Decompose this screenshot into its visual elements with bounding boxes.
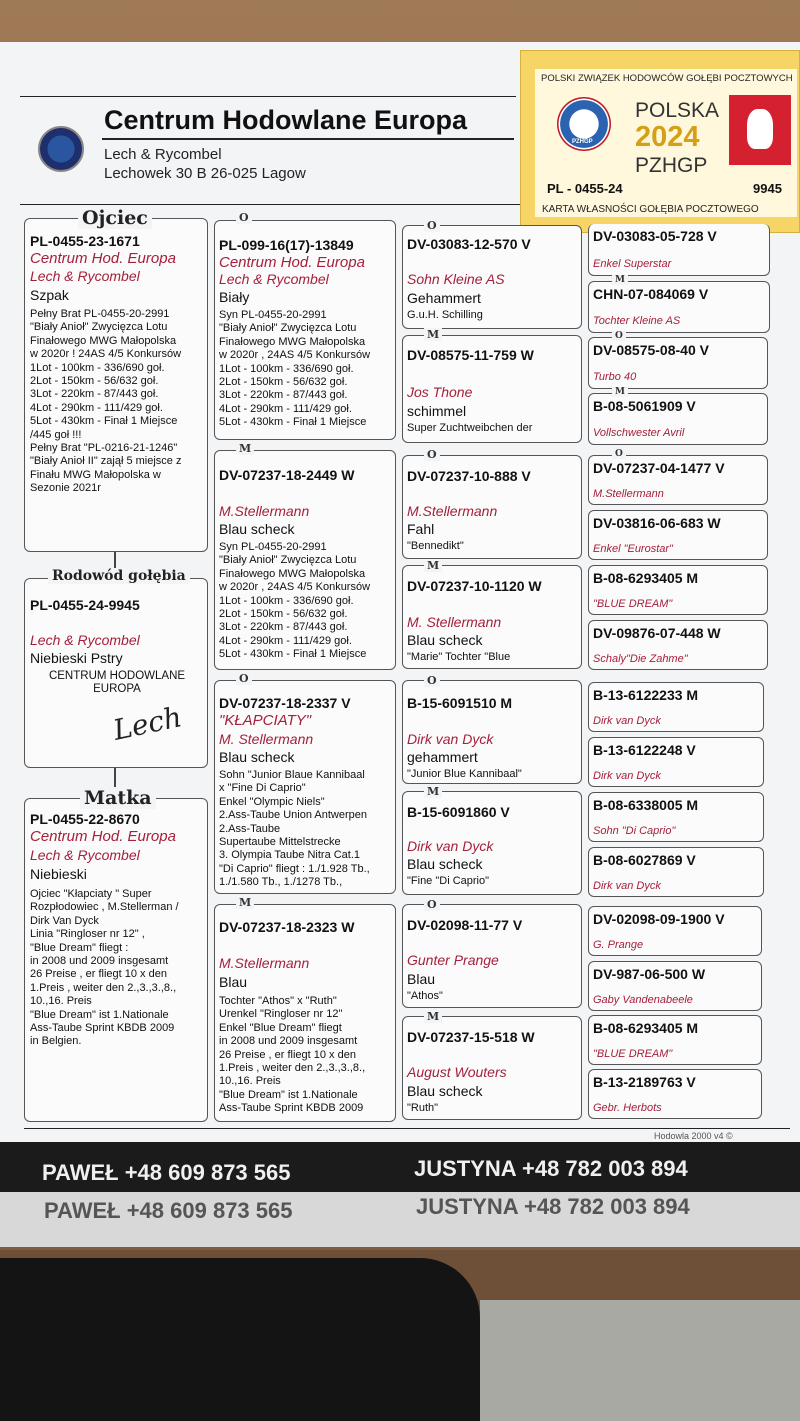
g2-box-2 — [214, 450, 396, 670]
g2-2-ring: DV-07237-18-2449 W — [219, 467, 355, 483]
g4-2-note: Tochter Kleine AS — [593, 315, 681, 327]
g4-box-2 — [588, 281, 770, 333]
g3-6-color: Blau scheck — [407, 856, 483, 872]
g4-2-ring: CHN-07-084069 V — [593, 286, 709, 302]
card-number: 9945 — [753, 181, 782, 196]
owner-address: Lechowek 30 B 26-025 Lagow — [104, 165, 306, 182]
signature: Lech — [110, 700, 185, 747]
g4-box-6 — [588, 510, 768, 560]
g3-box-8 — [402, 1016, 582, 1120]
g3-6-ring: B-15-6091860 V — [407, 804, 510, 820]
g3-6-note: "Fine "Di Caprio" — [407, 875, 490, 887]
g3-3-note: "Bennedikt" — [407, 540, 464, 552]
header-top-rule — [20, 96, 516, 97]
contact-pawel-reflection: PAWEŁ +48 609 873 565 — [44, 1198, 293, 1223]
g3-1-color: Gehammert — [407, 290, 481, 306]
g4-box-10 — [588, 737, 764, 787]
g4-box-5 — [588, 455, 768, 505]
mother-ring: PL-0455-22-8670 — [30, 811, 140, 827]
g2-box-3 — [214, 680, 396, 894]
g2-box-4 — [214, 904, 396, 1122]
g3-4-owner: M. Stellermann — [407, 614, 502, 630]
g3-1-ring: DV-03083-12-570 V — [407, 236, 531, 252]
card-org: POLSKI ZWIĄZEK HODOWCÓW GOŁĘBI POCZTOWYCH — [541, 73, 793, 84]
subject-box — [24, 578, 208, 768]
g3-7-sex-label: O — [424, 898, 440, 911]
g2-3-notes: Sohn "Junior Blaue Kannibaal x "Fine Di Caprio" Enkel "Olympic Niels" 2.Ass-Taube Union Antwerpen 2.Ass-Taube Supertaube Mittelstrecke 3. Olympia Taube Nitra Cat.1 "Di Caprio" fliegt : 1./1.928 Tb., 1./1.580 Tb., 1./1278 Tb., — [219, 769, 370, 889]
contact-pawel: PAWEŁ +48 609 873 565 — [42, 1160, 291, 1185]
father-owner: Lech & Rycombel — [30, 268, 140, 284]
g3-3-owner: M.Stellermann — [407, 503, 498, 519]
mother-label: Matka — [80, 787, 156, 809]
g4-13-note: G. Prange — [593, 939, 644, 951]
g4-4-ring: B-08-5061909 V — [593, 398, 696, 414]
software-credit: Hodowla 2000 v4 © — [654, 1131, 733, 1141]
contact-footer — [0, 1142, 800, 1247]
g2-3-name: "KŁAPCIATY" — [219, 712, 312, 729]
g4-7-note: "BLUE DREAM" — [593, 598, 673, 610]
card-year: 2024 — [635, 121, 700, 153]
g3-1-sex-label: O — [424, 219, 440, 232]
dark-cloth — [0, 1258, 480, 1421]
g3-box-2 — [402, 335, 582, 443]
g4-9-ring: B-13-6122233 M — [593, 687, 699, 703]
g4-11-note: Sohn "Di Caprio" — [593, 825, 676, 837]
g4-4-sex-label: M — [612, 387, 628, 397]
emblem-text: PZHGP — [572, 139, 593, 145]
g4-5-ring: DV-07237-04-1477 V — [593, 460, 725, 476]
polish-eagle-icon — [729, 95, 791, 165]
g4-14-ring: DV-987-06-500 W — [593, 966, 706, 982]
g3-4-color: Blau scheck — [407, 632, 483, 648]
g2-1-ring: PL-099-16(17)-13849 — [219, 237, 354, 253]
g4-8-ring: DV-09876-07-448 W — [593, 625, 721, 641]
g4-6-note: Enkel "Eurostar" — [593, 543, 673, 555]
g4-16-ring: B-13-2189763 V — [593, 1074, 696, 1090]
g4-box-9 — [588, 682, 764, 732]
g4-box-11 — [588, 792, 764, 842]
g4-5-sex-label: O — [612, 449, 626, 459]
g3-4-sex-label: M — [424, 559, 442, 572]
g3-8-color: Blau scheck — [407, 1083, 483, 1099]
g3-1-owner: Sohn Kleine AS — [407, 271, 505, 287]
g4-box-1 — [588, 224, 770, 276]
g3-7-owner: Gunter Prange — [407, 952, 499, 968]
g4-box-13 — [588, 906, 762, 956]
g4-1-note: Enkel Superstar — [593, 258, 672, 270]
g4-box-7 — [588, 565, 768, 615]
g3-2-ring: DV-08575-11-759 W — [407, 347, 534, 363]
g4-box-16 — [588, 1069, 762, 1119]
g4-13-ring: DV-02098-09-1900 V — [593, 911, 725, 927]
g4-5-note: M.Stellermann — [593, 488, 664, 500]
g2-box-1 — [214, 220, 396, 440]
g2-1-color: Biały — [219, 289, 250, 305]
mother-box — [24, 798, 208, 1122]
father-label: Ojciec — [78, 207, 152, 229]
g3-7-ring: DV-02098-11-77 V — [407, 917, 523, 933]
g3-box-3 — [402, 455, 582, 559]
g4-16-note: Gebr. Herbots — [593, 1102, 662, 1114]
g2-4-sex-label: M — [236, 896, 254, 909]
club-logo-icon — [38, 126, 84, 172]
card-assoc: PZHGP — [635, 154, 708, 177]
pedigree-label: Rodowód gołębia — [48, 568, 190, 584]
g4-15-note: "BLUE DREAM" — [593, 1048, 673, 1060]
contact-justyna: JUSTYNA +48 782 003 894 — [414, 1156, 688, 1181]
g3-7-note: "Athos" — [407, 990, 443, 1002]
g3-1-note: G.u.H. Schilling — [407, 309, 483, 321]
card-ring: PL - 0455-24 — [547, 181, 623, 196]
subject-loft: CENTRUM HODOWLANE EUROPA — [48, 670, 186, 696]
g4-1-ring: DV-03083-05-728 V — [593, 228, 717, 244]
g4-4-note: Vollschwester Avril — [593, 427, 685, 439]
g4-6-ring: DV-03816-06-683 W — [593, 515, 721, 531]
g3-2-color: schimmel — [407, 403, 467, 419]
g4-12-ring: B-08-6027869 V — [593, 852, 696, 868]
g3-8-owner: August Wouters — [407, 1064, 507, 1080]
g2-2-owner: M.Stellermann — [219, 503, 310, 519]
g2-3-ring: DV-07237-18-2337 V — [219, 695, 351, 711]
g2-1-sex-label: O — [236, 211, 252, 224]
floor-tiles — [480, 1300, 800, 1421]
father-color: Szpak — [30, 287, 69, 303]
g4-14-note: Gaby Vandenabeele — [593, 994, 693, 1006]
g2-3-sex-label: O — [236, 672, 252, 685]
g3-3-color: Fahl — [407, 521, 435, 537]
g4-3-note: Turbo 40 — [593, 371, 637, 383]
title-underline — [102, 138, 514, 140]
g4-box-4 — [588, 393, 768, 445]
g2-4-owner: M.Stellermann — [219, 955, 310, 971]
g3-5-sex-label: O — [424, 674, 440, 687]
bottom-rule — [24, 1128, 790, 1129]
g2-1-breeder: Centrum Hod. Europa — [219, 254, 365, 271]
g3-3-sex-label: O — [424, 448, 440, 461]
g4-10-ring: B-13-6122248 V — [593, 742, 696, 758]
mother-owner: Lech & Rycombel — [30, 847, 140, 863]
contact-justyna-reflection: JUSTYNA +48 782 003 894 — [416, 1194, 690, 1219]
g3-4-ring: DV-07237-10-1120 W — [407, 578, 542, 594]
g3-2-owner: Jos Thone — [407, 384, 473, 400]
card-caption: KARTA WŁASNOŚCI GOŁĘBIA POCZTOWEGO — [542, 204, 759, 215]
g4-box-15 — [588, 1015, 762, 1065]
g3-5-note: "Junior Blue Kannibaal" — [407, 768, 522, 780]
g4-3-ring: DV-08575-08-40 V — [593, 342, 709, 358]
g3-5-ring: B-15-6091510 M — [407, 695, 513, 711]
father-breeder: Centrum Hod. Europa — [30, 250, 176, 267]
g3-7-color: Blau — [407, 971, 436, 987]
g4-box-14 — [588, 961, 762, 1011]
g2-2-notes: Syn PL-0455-20-2991 "Biały Anioł" Zwycięzca Lotu Finałowego MWG Małopolska w 2020r , 24AS 4/5 Konkursów 1Lot - 100km - 336/690 goł. 2Lot - 150km - 56/632 goł. 3Lot - 220km - 87/443 goł. 4Lot - 290km - 111/429 goł. 5Lot - 430km - Finał 1 Miejsce — [219, 541, 371, 661]
g3-box-4 — [402, 565, 582, 669]
g4-8-note: Schaly"Die Zahme" — [593, 653, 688, 665]
g4-box-8 — [588, 620, 768, 670]
g2-3-color: Blau scheck — [219, 749, 295, 765]
g4-11-ring: B-08-6338005 M — [593, 797, 699, 813]
g4-2-sex-label: M — [612, 275, 628, 285]
g3-4-note: "Marie" Tochter "Blue — [407, 651, 511, 663]
g3-3-ring: DV-07237-10-888 V — [407, 468, 531, 484]
g4-9-note: Dirk van Dyck — [593, 715, 661, 727]
g3-box-5 — [402, 680, 582, 784]
g2-4-notes: Tochter "Athos" x "Ruth" Urenkel "Ringloser nr 12" Enkel "Blue Dream" fliegt in 2008 und 2009 insgesamt 26 Preise , er fliegt 10 x den 1.Preis , weiter den 2.,3.,3.,8., 10.,16. Preis "Blue Dream" ist 1.Nationale Ass-Taube Sprint KBDB 2009 — [219, 995, 366, 1115]
g2-2-color: Blau scheck — [219, 521, 295, 537]
g3-box-7 — [402, 904, 582, 1008]
g4-15-ring: B-08-6293405 M — [593, 1020, 699, 1036]
g2-4-ring: DV-07237-18-2323 W — [219, 919, 355, 935]
g4-box-3 — [588, 337, 768, 389]
g3-5-color: gehammert — [407, 749, 478, 765]
g2-1-owner: Lech & Rycombel — [219, 271, 329, 287]
g4-7-ring: B-08-6293405 M — [593, 570, 699, 586]
g2-3-owner: M. Stellermann — [219, 731, 314, 747]
card-country: POLSKA — [635, 99, 720, 122]
g2-1-notes: Syn PL-0455-20-2991 "Biały Anioł" Zwycięzca Lotu Finałowego MWG Małopolska w 2020r , 24AS 4/5 Konkursów 1Lot - 100km - 336/690 goł. 2Lot - 150km - 56/632 goł. 3Lot - 220km - 87/443 goł. 4Lot - 290km - 111/429 goł. 5Lot - 430km - Finał 1 Miejsce — [219, 309, 371, 429]
g2-4-color: Blau — [219, 974, 248, 990]
g2-2-sex-label: M — [236, 442, 254, 455]
g3-6-owner: Dirk van Dyck — [407, 838, 494, 854]
father-box — [24, 218, 208, 552]
subject-owner: Lech & Rycombel — [30, 632, 140, 648]
g3-box-1 — [402, 225, 582, 329]
subject-ring: PL-0455-24-9945 — [30, 597, 140, 613]
g3-2-note: Super Zuchtweibchen der — [407, 422, 533, 434]
g4-12-note: Dirk van Dyck — [593, 880, 661, 892]
mother-notes: Ojciec "Kłapciaty " Super Rozpłodowiec , M.Stellerman / Dirk Van Dyck Linia "Ringloser nr 12" , "Blue Dream" fliegt : in 2008 und 2009 insgesamt 26 Preise , er fliegt 10 x den 1.Preis , weiter den 2.,3.,3.,8., 10.,16. Preis "Blue Dream" ist 1.Nationale Ass-Taube Sprint KBDB 2009 in Belgien. — [30, 888, 179, 1048]
g3-8-ring: DV-07237-15-518 W — [407, 1029, 535, 1045]
g4-3-sex-label: O — [612, 331, 626, 341]
page-title: Centrum Hodowlane Europa — [104, 105, 468, 135]
g4-box-12 — [588, 847, 764, 897]
ownership-card-inner — [535, 69, 797, 217]
g3-5-owner: Dirk van Dyck — [407, 731, 494, 747]
g3-2-sex-label: M — [424, 328, 442, 341]
ownership-card — [520, 50, 800, 233]
mother-color: Niebieski — [30, 866, 87, 882]
g4-10-note: Dirk van Dyck — [593, 770, 661, 782]
g3-8-note: "Ruth" — [407, 1102, 439, 1114]
owner-name: Lech & Rycombel — [104, 146, 222, 163]
father-notes: Pełny Brat PL-0455-20-2991 "Biały Anioł" Zwycięzca Lotu Finałowego MWG Małopolska w 2020r ! 24AS 4/5 Konkursów 1Lot - 100km - 336/690 goł. 2Lot - 150km - 56/632 goł. 3Lot - 220km - 87/443 goł. 4Lot - 290km - 111/429 goł. 5Lot - 430km - Finał 1 Miejsce /445 goł !!! Pełny Brat "PL-0216-21-1246" "Biały Anioł II" zajął 5 miejsce z Finału MWG Małopolska w Sezonie 2021r — [30, 308, 182, 495]
subject-color: Niebieski Pstry — [30, 650, 123, 666]
father-ring: PL-0455-23-1671 — [30, 233, 140, 249]
g3-box-6 — [402, 791, 582, 895]
mother-breeder: Centrum Hod. Europa — [30, 828, 176, 845]
footer-reflection — [0, 1192, 800, 1247]
g3-8-sex-label: M — [424, 1010, 442, 1023]
g3-6-sex-label: M — [424, 785, 442, 798]
